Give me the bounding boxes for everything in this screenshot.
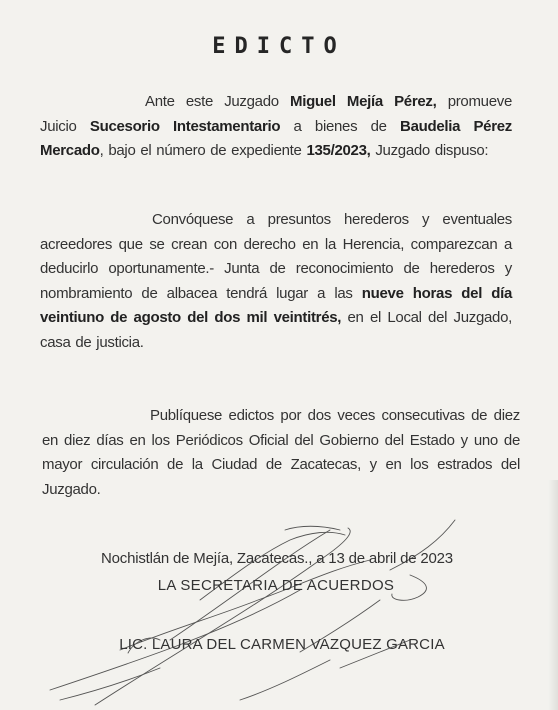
- deceased-name: Baudelia Pérez Mercado: [40, 117, 512, 159]
- page-edge-shadow: [548, 480, 558, 710]
- hearing-datetime: nueve horas del día veintiuno de agosto del dos mil veintitrés,: [40, 284, 512, 326]
- convocation-paragraph: [40, 208, 512, 355]
- convocation-text-2: en el Local del Juzgado, casa de justicia.: [40, 309, 512, 351]
- publication-text: Publíquese edictos por dos veces consecutivas de diez en diez días en los Periódicos Oficial del Gobierno del Estado y uno de mayor circulación de la Ciudad de Zacatecas, y en los estrados del Juzgado.: [42, 407, 520, 498]
- intro-text-4: , bajo el número de expediente: [99, 142, 307, 159]
- publication-paragraph: [42, 404, 520, 502]
- intro-text-3: a bienes de: [280, 117, 401, 135]
- intro-text-1: Ante este Juzgado: [145, 93, 290, 110]
- intro-paragraph: [40, 90, 512, 164]
- intro-text-2: promueve Juicio: [40, 93, 512, 135]
- secretary-name: LIC. LAURA DEL CARMEN VAZQUEZ GARCIA: [119, 636, 445, 653]
- promovente-name: Miguel Mejía Pérez,: [290, 93, 437, 110]
- expediente-number: 135/2023,: [306, 142, 371, 159]
- intro-text-5: Juzgado dispuso:: [370, 142, 489, 159]
- convocation-text-1: Convóquese a presuntos herederos y eventuales acreedores que se crean con derecho en la Herencia, comparezcan a deducirlo oportunamente.- Junta de reconocimiento de herederos y nombramiento de albacea tendrá lugar a las: [40, 211, 512, 302]
- edict-title: EDICTO: [212, 34, 346, 59]
- place-date-line: Nochistlán de Mejía, Zacatecas., a 13 de abril de 2023: [101, 550, 453, 567]
- secretary-role: LA SECRETARIA DE ACUERDOS: [157, 577, 395, 594]
- juicio-type: Sucesorio Intestamentario: [89, 117, 281, 135]
